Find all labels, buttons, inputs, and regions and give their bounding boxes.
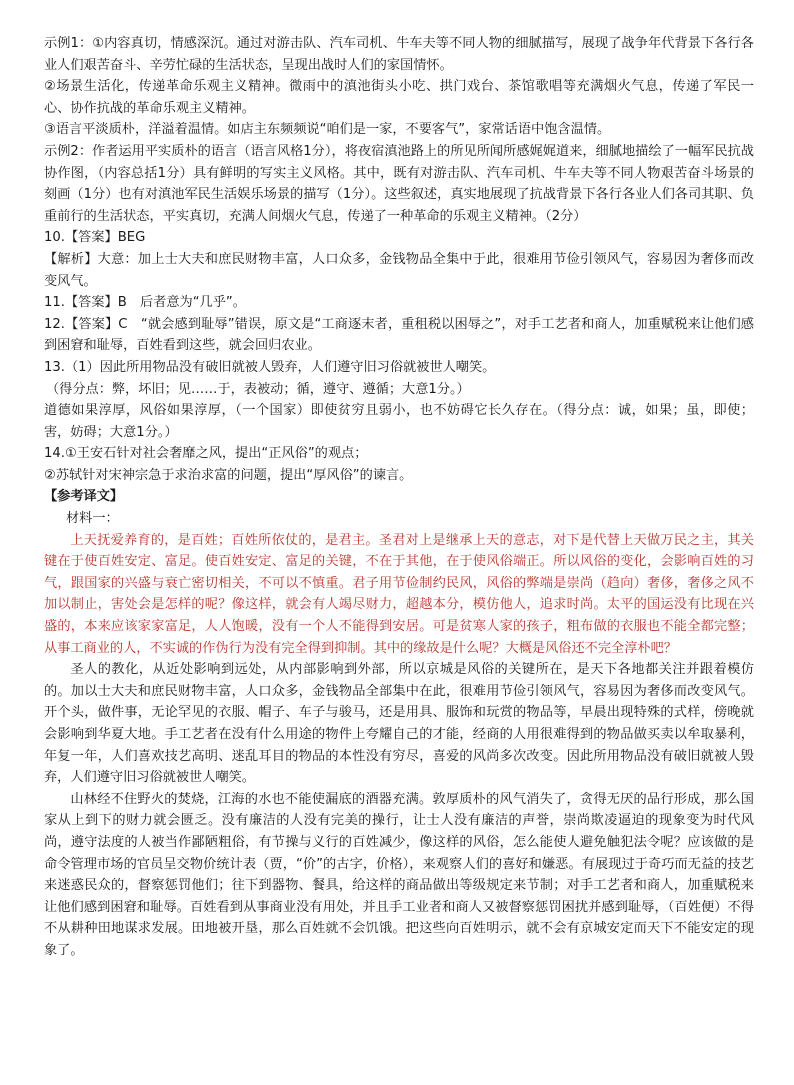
q11-answer: 11.【答案】B 后者意为“几乎”。 <box>44 295 246 311</box>
q14-point-2: ②苏轼针对宋神宗急于求治求富的问题，提出“厚风俗”的谏言。 <box>44 467 413 483</box>
example-1-point-1: 示例1：①内容真切，情感深沉。通过对游击队、汽车司机、牛车夫等不同人物的细腻描写，展现了战争年代背景下各行各业人们艰苦奋斗、辛劳忙碌的生活状态，呈现出战时人们的家国情怀。 <box>44 36 754 73</box>
example-1-point-3: ③语言平淡质朴，洋溢着温情。如店主东频频说“咱们是一家，不要客气”，家常话语中饱含温情。 <box>44 122 611 138</box>
q13-part-2: 道德如果淳厚，风俗如果淳厚，（一个国家）即使贫穷且弱小，也不妨碍它长久存在。（得分点：诚，如果；虽，即使；害，妨碍；大意1分。） <box>44 403 754 440</box>
q10-analysis: 【解析】大意：加上士大夫和庶民财物丰富，人口众多，金钱物品全集中于此，很难用节俭引领风气，容易因为奢侈而改变风气。 <box>44 251 754 289</box>
translation-paragraph-2: 圣人的教化，从近处影响到远处，从内部影响到外部，所以京城是风俗的关键所在，是天下各地都关注并跟着模仿的。加以士大夫和庶民财物丰富，人口众多，金钱物品全部集中在此，很难用节俭引领风气，容易因为奢侈而改变风气。开个头，做件事，无论罕见的衣服、帽子、车子与骏马，还是用具、服饰和玩赏的物品等，早晨出现特殊的式样，傍晚就会影响到华夏大地。手工艺者在没有什么用途的物件上夸耀自己的才能，经商的人用很难得到的物品做买卖以牟取暴利，年复一年，人们喜欢技艺高明、迷乱耳目的物品的本性没有穷尽，喜爱的风尚多次改变。因此所用物品没有破旧就被人毁弃，人们遵守旧习俗就被世人嘲笑。 <box>44 662 754 786</box>
translation-paragraph-3: 山林经不住野火的焚烧，江海的水也不能使漏底的酒器充满。敦厚质朴的风气消失了，贪得无厌的品行形成，那么国家从上到下的财力就会匮乏。没有廉洁的人没有完美的操行，让士人没有廉洁的声誉，崇尚欺凌逼迫的现象变为时代风尚，遵守法度的人被当作鄙陋粗俗，有节操与义行的百姓减少，像这样的风俗，怎么能使人避免触犯法令呢？应该做的是命令管理市场的官员呈交物价统计表（贾，“价”的古字，价格），来观察人们的喜好和嫌恶。有展现过于奇巧而无益的技艺来迷惑民众的，督察惩罚他们；往下到器物、餐具，给这样的商品做出等级规定来节制；对手工艺者和商人，加重赋税来让他们感到困窘和耻辱。百姓看到从事商业没有用处，并且手工业者和商人又被督察惩罚困扰并感到耻辱，（百姓便）不得不从耕种田地谋求发展。田地被开垦，那么百姓就不会饥饿。把这些向百姓明示，就不会有京城安定而天下不能安定的现象了。 <box>44 791 754 958</box>
example-1-point-2: ②场景生活化，传递革命乐观主义精神。微雨中的滇池街头小吃、拱门戏台、茶馆歌唱等充满烟火气息，传递了军民一心、协作抗战的革命乐观主义精神。 <box>44 79 754 116</box>
q10-answer: 10.【答案】BEG <box>44 230 146 246</box>
material-label: 材料一： <box>66 511 119 527</box>
reference-translation-title: 【参考译文】 <box>44 489 124 505</box>
q14-point-1: 14.①王安石针对社会奢靡之风，提出“正风俗”的观点； <box>44 446 368 462</box>
translation-red-paragraph: 上天抚爱养育的，是百姓；百姓所依仗的，是君主。圣君对上是继承上天的意志，对下是代替上天做万民之主，其关键在于使百姓安定、富足。使百姓安定、富足的关键，不在于其他，在于使风俗端正。所以风俗的变化，会影响百姓的习气，跟国家的兴盛与衰亡密切相关，不可以不慎重。君子用节俭制约民风，风俗的弊端是崇尚（趋向）奢侈，奢侈之风不加以制止，害处会是怎样的呢？像这样，就会有人竭尽财力，超越本分，模仿他人，追求时尚。太平的国运没有比现在兴盛的，本来应该家家富足，人人饱暖，没有一个人不能得到安居。可是贫寒人家的孩子，粗布做的衣服也不能全都完整；从事工商业的人，不实诚的作伪行为没有完全得到抑制。其中的缘故是什么呢？大概是风俗还不完全淳朴吧？ <box>44 532 754 656</box>
example-2: 示例2：作者运用平实质朴的语言（语言风格1分），将夜宿滇池路上的所见所闻所感娓娓道来，细腻地描绘了一幅军民抗战协作图，（内容总括1分）具有鲜明的写实主义风格。其中，既有对游击队、汽车司机、牛车夫等不同人物艰苦奋斗场景的刻画（1分）也有对滇池军民生活娱乐场景的描写（1分）。这些叙述，真实地展现了抗战背景下各行各业人们各司其职、负重前行的生活状态，平实真切，充满人间烟火气息，传递了一种革命的乐观主义精神。（2分） <box>44 143 754 224</box>
q12-answer: 12.【答案】C “就会感到耻辱”错误，原文是“工商逐末者，重租税以困辱之”，对手工艺者和商人，加重赋税来让他们感到困窘和耻辱，百姓看到这些，就会回归农业。 <box>44 316 754 354</box>
q13-part-1: 13.（1）因此所用物品没有破旧就被人毁弃，人们遵守旧习俗就被世人嘲笑。 <box>44 359 496 375</box>
q13-part-1-score: （得分点：弊，坏旧；见……于，表被动；循，遵守、遵循；大意1分。） <box>46 381 470 397</box>
